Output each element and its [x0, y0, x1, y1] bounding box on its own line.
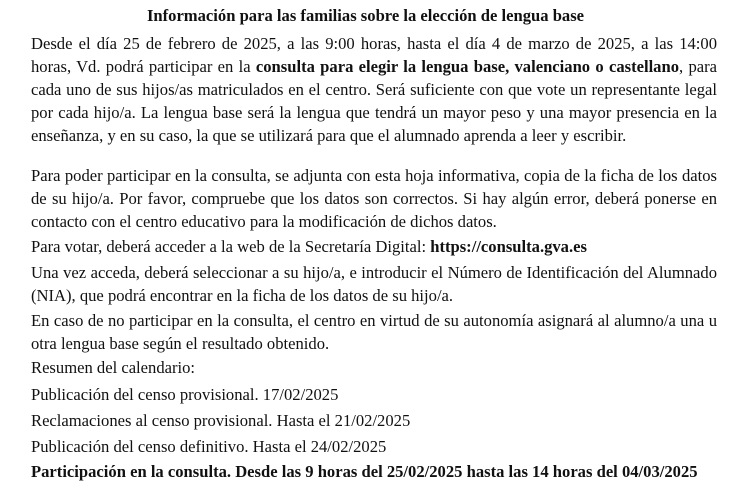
intro-text-start: Desde el día 25 de febrero de 2025, a las 9:00 horas, hasta el día 4 de marzo de 2025, a las 14:00 horas, Vd. podrá participar en la: [31, 34, 717, 76]
paragraph-participation: Para poder participar en la consulta, se adjunta con esta hoja informativa, copia de la ficha de los datos de su hijo/a. Por favor, compruebe que los datos son correctos. Si hay algún error, deberá ponerse en contacto con el centro educativo para la modificación de dichos datos.: [31, 166, 717, 231]
vote-text: Para votar, deberá acceder a la web de la Secretaría Digital:: [31, 237, 431, 256]
paragraph-no-participation: En caso de no participar en la consulta, el centro en virtud de su autonomía asignará al alumno/a una u otra lengua base según el resultado obtenido.: [31, 311, 717, 353]
calendar-item: Publicación del censo provisional. 17/02/2025: [31, 385, 339, 404]
paragraph-intro: [31, 33, 717, 148]
vote-link[interactable]: https://consulta.gva.es: [430, 237, 587, 256]
calendar-item: Publicación del censo definitivo. Hasta el 24/02/2025: [31, 437, 387, 456]
intro-bold-consulta: consulta para elegir la lengua base, valenciano o castellano: [255, 56, 680, 76]
page-title: Información para las familias sobre la elección de lengua base: [146, 6, 585, 25]
paragraph-vote-web: [31, 236, 717, 259]
paragraph-nia: Una vez acceda, deberá seleccionar a su hijo/a, e introducir el Número de Identificación del Alumnado (NIA), que podrá encontrar en la ficha de los datos de su hijo/a.: [31, 263, 717, 305]
calendar-item: Reclamaciones al censo provisional. Hasta el 21/02/2025: [31, 411, 411, 430]
calendar-final-bold: [31, 461, 717, 483]
calendar-heading: Resumen del calendario:: [31, 358, 196, 377]
intro-text-end: , para cada uno de sus hijos/as matriculados en el centro. Será suficiente con que vote un representante legal por cada hijo/a. La lengua base será la lengua que tendrá un mayor peso y una mayor presencia en la enseñanza, y en su caso, la que se utilizará para que el alumnado aprenda a leer y escribir.: [31, 56, 717, 145]
calendar-final-text: Participación en la consulta. Desde las 9 horas del 25/02/2025 hasta las 14 horas del 04/03/2025: [31, 462, 698, 481]
